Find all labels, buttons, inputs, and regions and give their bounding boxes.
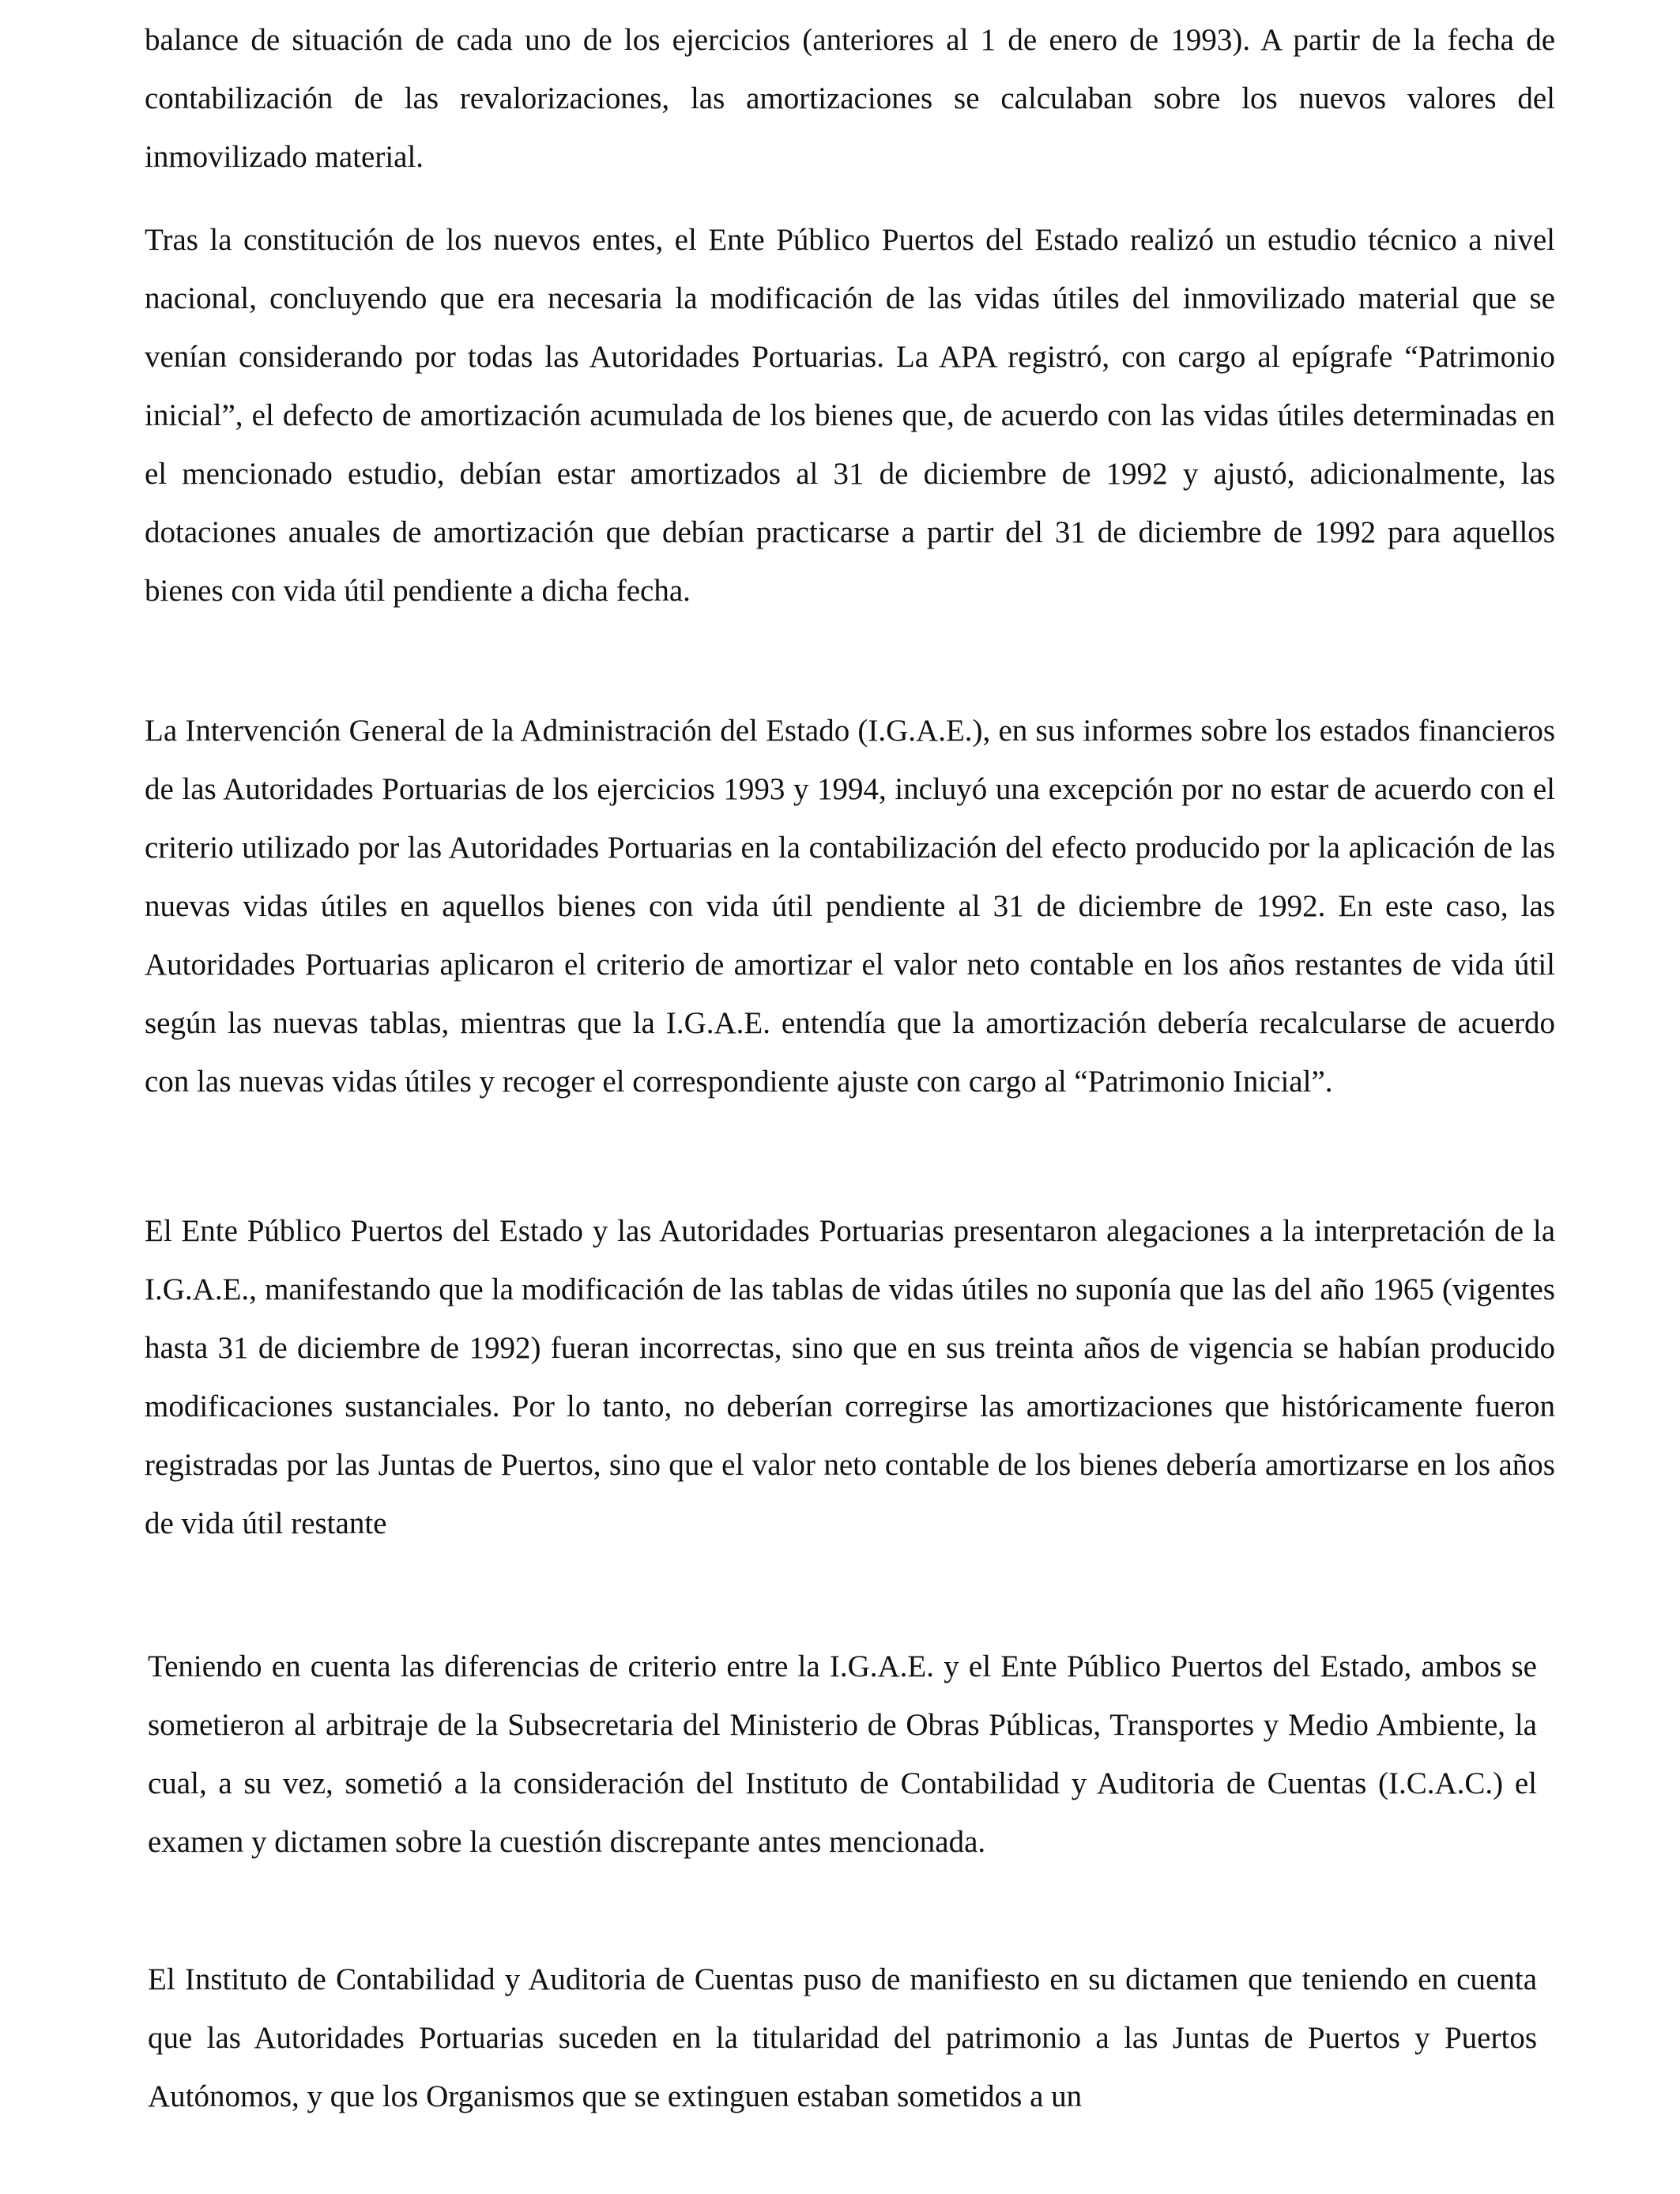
- paragraph-igae-informes: La Intervención General de la Administración del Estado (I.G.A.E.), en sus informes sobre los estados financieros de las Autoridades Portuarias de los ejercicios 1993 y 1994, incluyó una excepción por no estar de acuerdo con el criterio utilizado por las Autoridades Portuarias en la contabilización del efecto producido por la aplicación de las nuevas vidas útiles en aquellos bienes con vida útil pendiente al 31 de diciembre de 1992. En este caso, las Autoridades Portuarias aplicaron el criterio de amortizar el valor neto contable en los años restantes de vida útil según las nuevas tablas, mientras que la I.G.A.E. entendía que la amortización debería recalcularse de acuerdo con las nuevas vidas útiles y recoger el correspondiente ajuste con cargo al “Patrimonio Inicial”.: [145, 714, 1555, 1099]
- paragraph-balance-situacion: balance de situación de cada uno de los ejercicios (anteriores al 1 de enero de 1993). A partir de la fecha de contabilización de las revalorizaciones, las amortizaciones se calculaban sobre los nuevos valores del inmovilizado material.: [145, 23, 1555, 174]
- paragraph-estudio-tecnico: Tras la constitución de los nuevos entes, el Ente Público Puertos del Estado realizó un estudio técnico a nivel nacional, concluyendo que era necesaria la modificación de las vidas útiles del inmovilizado material que se venían considerando por todas las Autoridades Portuarias. La APA registró, con cargo al epígrafe “Patrimonio inicial”, el defecto de amortización acumulada de los bienes que, de acuerdo con las vidas útiles determinadas en el mencionado estudio, debían estar amortizados al 31 de diciembre de 1992 y ajustó, adicionalmente, las dotaciones anuales de amortización que debían practicarse a partir del 31 de diciembre de 1992 para aquellos bienes con vida útil pendiente a dicha fecha.: [145, 223, 1555, 608]
- paragraph-icac-dictamen: El Instituto de Contabilidad y Auditoria de Cuentas puso de manifiesto en su dictamen que teniendo en cuenta que las Autoridades Portuarias suceden en la titularidad del patrimonio a las Juntas de Puertos y Puertos Autónomos, y que los Organismos que se extinguen estaban sometidos a un: [148, 1962, 1537, 2113]
- paragraph-arbitraje: Teniendo en cuenta las diferencias de criterio entre la I.G.A.E. y el Ente Público Puertos del Estado, ambos se sometieron al arbitraje de la Subsecretaria del Ministerio de Obras Públicas, Transportes y Medio Ambiente, la cual, a su vez, sometió a la consideración del Instituto de Contabilidad y Auditoria de Cuentas (I.C.A.C.) el examen y dictamen sobre la cuestión discrepante antes mencionada.: [148, 1649, 1537, 1859]
- paragraph-alegaciones: El Ente Público Puertos del Estado y las Autoridades Portuarias presentaron alegaciones a la interpretación de la I.G.A.E., manifestando que la modificación de las tablas de vidas útiles no suponía que las del año 1965 (vigentes hasta 31 de diciembre de 1992) fueran incorrectas, sino que en sus treinta años de vigencia se habían producido modificaciones sustanciales. Por lo tanto, no deberían corregirse las amortizaciones que históricamente fueron registradas por las Juntas de Puertos, sino que el valor neto contable de los bienes debería amortizarse en los años de vida útil restante: [145, 1214, 1555, 1540]
